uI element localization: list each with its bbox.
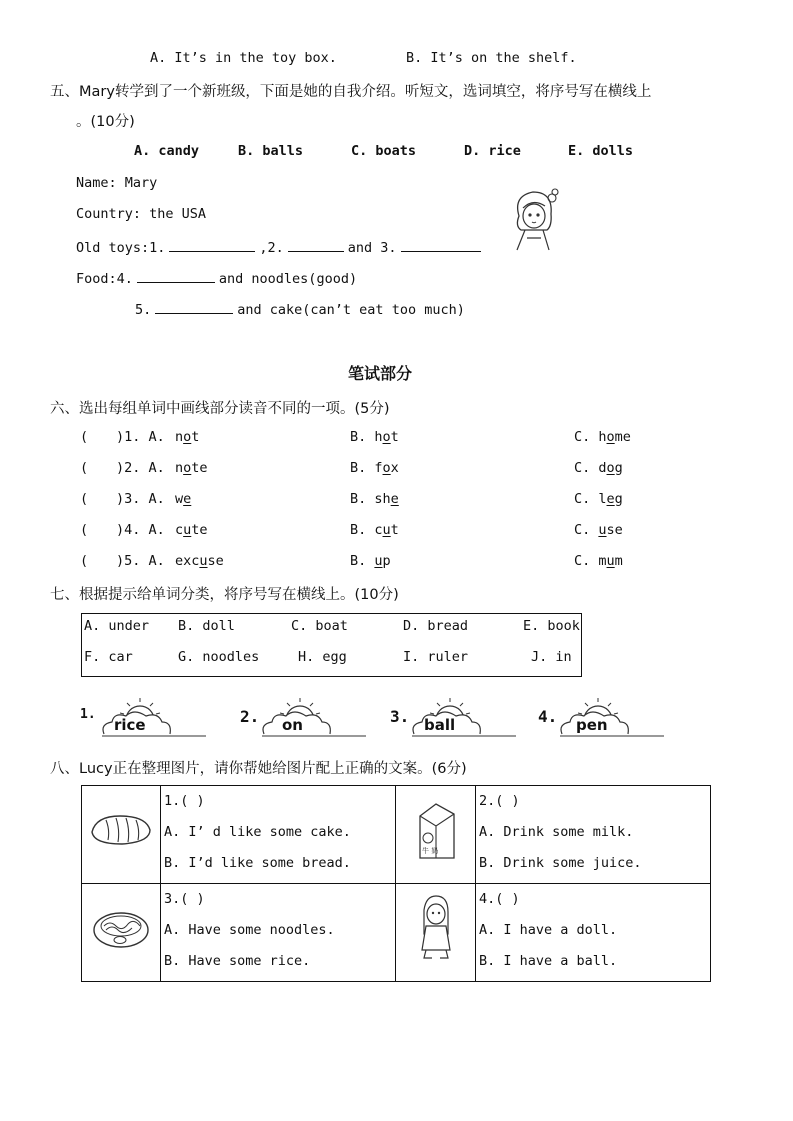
q5-country: Country: the USA <box>76 206 207 222</box>
item5-label: 5. <box>135 302 152 318</box>
q6-row-5-option-a <box>175 553 224 569</box>
q6-row-3-option-a <box>175 491 191 507</box>
option-a-word: cute <box>175 522 208 538</box>
old-toys-2: ,2. <box>259 240 284 256</box>
q5-option-a: A. candy <box>134 143 200 159</box>
item-3-number: 3.( ) <box>164 891 205 907</box>
q6-row-4-paren[interactable]: ( <box>80 522 89 538</box>
text-cell-2 <box>476 786 711 884</box>
word-a: A. under <box>84 618 150 634</box>
item-1-option-a: A. I’ d like some cake. <box>164 824 351 840</box>
category-1-word: rice <box>114 716 146 734</box>
word-h: H. egg <box>298 649 347 665</box>
option-a-word: we <box>175 491 192 507</box>
q5-food-line <box>76 268 357 287</box>
option-b-word: cut <box>374 522 399 538</box>
option-c-word: use <box>598 522 623 538</box>
word-b: B. doll <box>178 618 235 634</box>
item-2-option-a: A. Drink some milk. <box>479 824 634 840</box>
food-label: Food:4. <box>76 271 133 287</box>
noodle-bowl-icon <box>82 884 160 977</box>
q6-row-1-option-c: C. home <box>574 429 631 445</box>
carton-label: 牛 奶 <box>422 847 439 855</box>
item-3-option-a: A. Have some noodles. <box>164 922 335 938</box>
q6-row-2-option-b: B. fox <box>350 460 399 476</box>
milk-carton-icon <box>396 786 475 879</box>
option-b-word: fox <box>374 460 399 476</box>
picture-cell-4 <box>396 884 476 982</box>
q5-old-toys-line <box>76 237 485 256</box>
item-1-number: 1.( ) <box>164 793 205 809</box>
item-2-number: 2.( ) <box>479 793 520 809</box>
old-toys-label: Old toys:1. <box>76 240 166 256</box>
item-1-option-b: B. I’d like some bread. <box>164 855 351 871</box>
item-2-option-b: B. Drink some juice. <box>479 855 642 871</box>
word-i: I. ruler <box>403 649 469 665</box>
option-c-word: dog <box>598 460 623 476</box>
picture-cell-1 <box>82 786 161 884</box>
q6-row-5-option-c: C. mum <box>574 553 623 569</box>
food-suffix: and noodles(good) <box>218 271 358 287</box>
blank-1[interactable] <box>169 237 255 252</box>
q6-row-1-number: )1. A. <box>116 429 165 445</box>
q6-row-4-option-a <box>175 522 208 538</box>
q5-name: Name: Mary <box>76 175 158 191</box>
q6-row-5-paren[interactable]: ( <box>80 553 89 569</box>
picture-cell-3 <box>82 884 161 982</box>
blank-5[interactable] <box>155 299 233 314</box>
q6-row-3-option-c: C. leg <box>574 491 623 507</box>
category-1-number: 1. <box>80 707 96 722</box>
category-2-number: 2. <box>240 707 260 726</box>
option-c-word: mum <box>598 553 623 569</box>
option-c-word: leg <box>598 491 623 507</box>
old-toys-and: and 3. <box>347 240 397 256</box>
option-a-word: excuse <box>175 553 224 569</box>
q6-title: 六、选出每组单词中画线部分读音不同的一项。(5分) <box>50 401 390 417</box>
blank-2[interactable] <box>288 237 344 252</box>
q6-row-2-number: )2. A. <box>116 460 165 476</box>
q5-option-c: C. boats <box>351 143 417 159</box>
q5-option-d: D. rice <box>464 143 521 159</box>
written-section-heading: 笔试部分 <box>348 364 413 383</box>
item-4-number: 4.( ) <box>479 891 520 907</box>
item-4-option-b: B. I have a ball. <box>479 953 618 969</box>
q6-row-5-number: )5. A. <box>116 553 165 569</box>
option-b-word: she <box>374 491 399 507</box>
q6-row-1-option-a <box>175 429 199 445</box>
option-b-word: hot <box>374 429 399 445</box>
doll-icon <box>396 884 475 977</box>
q6-row-2-option-c: C. dog <box>574 460 623 476</box>
q6-row-4-number: )4. A. <box>116 522 165 538</box>
word-j: J. in <box>531 649 572 665</box>
option-c-word: home <box>598 429 631 445</box>
word-d: D. bread <box>403 618 469 634</box>
q6-row-3-number: )3. A. <box>116 491 165 507</box>
q8-title: 八、Lucy正在整理图片，请你帮她给图片配上正确的文案。(6分) <box>50 761 467 777</box>
item-3-option-b: B. Have some rice. <box>164 953 311 969</box>
picture-cell-2 <box>396 786 476 884</box>
picture-table <box>81 785 711 982</box>
item-4-option-a: A. I have a doll. <box>479 922 618 938</box>
q6-row-1-paren[interactable]: ( <box>80 429 89 445</box>
girl-icon <box>505 186 563 252</box>
q6-row-4-option-c: C. use <box>574 522 623 538</box>
blank-3[interactable] <box>401 237 481 252</box>
item5-suffix: and cake(can’t eat too much) <box>237 302 465 318</box>
category-3-number: 3. <box>390 707 410 726</box>
q5-option-b: B. balls <box>238 143 304 159</box>
word-f: F. car <box>84 649 133 665</box>
text-cell-4 <box>476 884 711 982</box>
q6-row-1-option-b: B. hot <box>350 429 399 445</box>
q5-title-cont: 。(10分) <box>76 114 135 130</box>
option-a-word: note <box>175 460 208 476</box>
category-3-word: ball <box>424 716 456 734</box>
q6-row-2-option-a <box>175 460 208 476</box>
q4-option-a: A. It’s in the toy box. <box>150 50 337 66</box>
sun-cloud-icon <box>258 688 370 740</box>
q5-title: 五、Mary转学到了一个新班级，下面是她的自我介绍。听短文，选词填空，将序号写在横线上 <box>50 84 652 100</box>
option-b-word: up <box>374 553 391 569</box>
category-4-word: pen <box>576 716 608 734</box>
q4-option-b: B. It’s on the shelf. <box>406 50 577 66</box>
q7-title: 七、根据提示给单词分类，将序号写在横线上。(10分) <box>50 587 399 603</box>
option-a-word: not <box>175 429 200 445</box>
q6-row-3-option-b: B. she <box>350 491 399 507</box>
word-c: C. boat <box>291 618 348 634</box>
q5-item5-line <box>135 299 465 318</box>
q6-row-5-option-b: B. up <box>350 553 391 569</box>
text-cell-1 <box>161 786 396 884</box>
q6-row-2-paren[interactable]: ( <box>80 460 89 476</box>
text-cell-3 <box>161 884 396 982</box>
q6-row-3-paren[interactable]: ( <box>80 491 89 507</box>
bread-icon <box>82 786 160 879</box>
word-g: G. noodles <box>178 649 260 665</box>
sun-cloud-icon <box>556 688 668 740</box>
word-e: E. book <box>523 618 580 634</box>
q6-row-4-option-b: B. cut <box>350 522 399 538</box>
blank-4[interactable] <box>137 268 215 283</box>
category-2-word: on <box>282 716 303 734</box>
q5-option-e: E. dolls <box>568 143 634 159</box>
category-4-number: 4. <box>538 707 558 726</box>
